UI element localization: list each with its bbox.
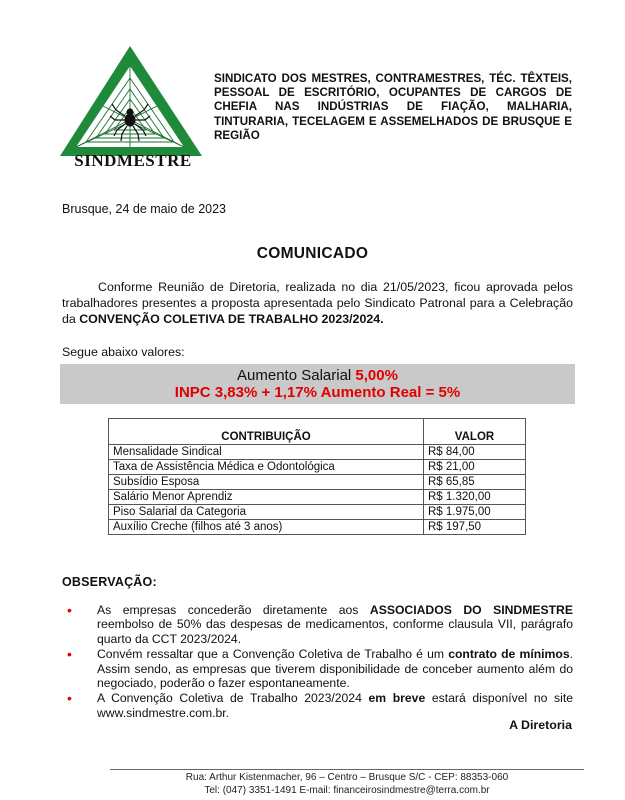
obs-text: As empresas concederão diretamente aos [97, 603, 370, 617]
intro-paragraph [62, 279, 573, 327]
table-row [109, 475, 526, 490]
logo-text: SINDMESTRE [74, 151, 192, 170]
values-intro: Segue abaixo valores: [62, 345, 185, 359]
footer-address: Rua: Arthur Kistenmacher, 96 – Centro – Brusque S/C - CEP: 88353-060 [185, 772, 509, 783]
obs-text: . Assim sendo, as empresas que tiverem disponibilidade de conceber aumento além do negociado, poderão o fazer espontaneamente. [97, 647, 573, 691]
footer-contact: Tel: (047) 3351-1491 E-mail: financeirosindmestre@terra.com.br [204, 785, 490, 796]
table-cell: R$ 197,50 [424, 520, 526, 535]
table-cell: R$ 84,00 [424, 445, 526, 460]
document-title: COMUNICADO [256, 245, 369, 262]
obs-text: A Convenção Coletiva de Trabalho 2023/2024 [97, 691, 369, 706]
obs-text: Convém ressaltar que a Convenção Coletiva de Trabalho é um [97, 647, 449, 662]
salary-increase-label: Aumento Salarial [237, 367, 356, 384]
salary-increase-value: 5,00% [355, 367, 398, 384]
list-item [62, 603, 573, 646]
table-header: CONTRIBUIÇÃO [109, 419, 424, 445]
table-cell: Subsídio Esposa [109, 475, 424, 490]
contribution-table [108, 418, 526, 535]
table-row [109, 445, 526, 460]
table-header-row [109, 419, 526, 445]
list-item [62, 691, 573, 720]
footer-divider [110, 769, 584, 770]
list-item [62, 647, 573, 690]
observations-title: OBSERVAÇÃO: [62, 575, 157, 589]
table-row [109, 505, 526, 520]
obs-text: reembolso de 50% das despesas de medicamentos, conforme clausula VII, parágrafo quarto da CCT 2023/2024. [97, 617, 573, 646]
bullet-icon: • [67, 646, 72, 663]
table-cell: Taxa de Assistência Médica e Odontológica [109, 460, 424, 475]
table-cell: R$ 1.975,00 [424, 505, 526, 520]
footer [110, 771, 584, 797]
table-row [109, 490, 526, 505]
table-row [109, 520, 526, 535]
inpc-line: INPC 3,83% + 1,17% Aumento Real = 5% [174, 384, 461, 401]
organization-name: SINDICATO DOS MESTRES, CONTRAMESTRES, TÉC. TÊXTEIS, PESSOAL DE ESCRITÓRIO, OCUPANTES DE CARGOS DE CHEFIA NAS INDÚSTRIAS DE FIAÇÃO, MALHARIA, TINTURARIA, TECELAGEM E ASSEMELHADOS DE BRUSQUE E REGIÃO [214, 72, 572, 142]
table-cell: Mensalidade Sindical [109, 445, 424, 460]
obs-bold: ASSOCIADOS DO SINDMESTRE [369, 603, 573, 617]
observations-list [62, 603, 573, 721]
table-cell: R$ 65,85 [424, 475, 526, 490]
table-row [109, 460, 526, 475]
table-cell: Piso Salarial da Categoria [109, 505, 424, 520]
table-cell: R$ 21,00 [424, 460, 526, 475]
table-cell: Salário Menor Aprendiz [109, 490, 424, 505]
salary-highlight-box [60, 364, 575, 404]
date-line: Brusque, 24 de maio de 2023 [62, 202, 227, 216]
signature: A Diretoria [509, 718, 572, 732]
bullet-icon: • [67, 602, 72, 618]
obs-bold: contrato de mínimos [448, 647, 570, 662]
obs-bold: em breve [368, 691, 426, 706]
bullet-icon: • [67, 690, 72, 707]
table-cell: R$ 1.320,00 [424, 490, 526, 505]
salary-increase-line [60, 367, 575, 384]
obs-text: estará disponível no site www.sindmestre.com.br. [97, 691, 573, 720]
intro-bold: CONVENÇÃO COLETIVA DE TRABALHO 2023/2024. [79, 312, 384, 326]
intro-text: Conforme Reunião de Diretoria, realizada no dia 21/05/2023, ficou aprovada pelos trabalhadores presentes a proposta apresentada pelo Sindicato Patronal para a Celebração da [62, 280, 573, 326]
table-cell: Auxílio Creche (filhos até 3 anos) [109, 520, 424, 535]
table-header: VALOR [424, 419, 526, 445]
